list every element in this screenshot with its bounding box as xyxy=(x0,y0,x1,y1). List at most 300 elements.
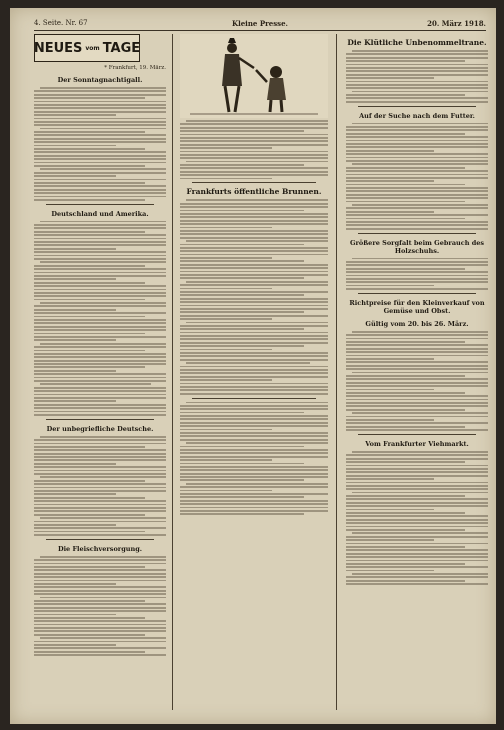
text-line xyxy=(346,478,434,480)
text-line xyxy=(34,641,166,643)
text-line xyxy=(180,439,328,441)
text-line xyxy=(346,64,488,66)
cartoon-caption xyxy=(180,120,328,179)
text-line xyxy=(180,500,328,502)
price-list xyxy=(346,331,488,431)
text-line xyxy=(34,453,166,455)
text-line xyxy=(346,539,434,541)
text-line xyxy=(34,624,166,626)
text-line xyxy=(180,418,328,420)
text-line xyxy=(180,449,328,451)
text-line xyxy=(34,497,145,499)
text-line xyxy=(34,292,166,294)
text-line xyxy=(34,155,166,157)
text-line xyxy=(180,257,272,259)
text-line xyxy=(34,234,166,236)
text-line xyxy=(34,255,166,257)
text-line xyxy=(186,362,310,364)
text-line xyxy=(34,397,166,399)
text-line xyxy=(346,392,465,394)
text-line xyxy=(346,184,465,186)
text-line xyxy=(346,519,488,521)
text-line xyxy=(346,402,488,404)
text-line xyxy=(34,285,166,287)
text-line xyxy=(180,298,328,300)
text-line xyxy=(346,454,488,456)
text-line xyxy=(34,227,166,229)
text-line xyxy=(346,81,488,83)
text-line xyxy=(34,586,166,588)
text-line xyxy=(34,559,166,561)
text-line xyxy=(180,154,328,156)
text-line xyxy=(34,483,166,485)
column-2 xyxy=(180,34,328,710)
text-line xyxy=(346,288,488,290)
text-line xyxy=(40,476,166,478)
article-headline: Richtpreise für den Kleinverkauf von Gemüse und Obst. xyxy=(349,298,485,315)
text-line xyxy=(34,138,166,140)
text-line xyxy=(180,174,328,176)
text-line xyxy=(346,218,465,220)
text-line xyxy=(40,637,166,639)
text-line xyxy=(346,485,488,487)
article-body xyxy=(346,258,488,290)
text-line xyxy=(34,630,166,632)
text-line xyxy=(346,488,488,490)
text-line xyxy=(34,600,145,602)
text-line xyxy=(180,315,328,317)
text-line xyxy=(34,322,166,324)
text-line xyxy=(34,360,166,362)
text-line xyxy=(346,495,465,497)
text-line xyxy=(180,429,272,431)
text-line xyxy=(346,150,434,152)
text-line xyxy=(34,121,166,123)
article-body xyxy=(34,436,166,536)
text-line xyxy=(346,378,488,380)
text-line xyxy=(34,107,166,109)
text-line xyxy=(346,546,465,548)
text-line xyxy=(34,590,166,592)
issue-date: 20. März 1918. xyxy=(427,19,486,28)
text-line xyxy=(180,308,328,310)
text-line xyxy=(34,617,145,619)
text-line xyxy=(352,451,488,453)
text-line xyxy=(34,244,166,246)
text-line xyxy=(180,405,328,407)
text-line xyxy=(34,189,166,191)
text-line xyxy=(346,515,488,517)
text-line xyxy=(180,151,328,153)
text-line xyxy=(34,148,145,150)
text-line xyxy=(34,295,166,297)
text-line xyxy=(34,493,116,495)
text-line xyxy=(180,271,328,273)
text-line xyxy=(180,250,328,252)
text-line xyxy=(352,258,488,260)
page-header xyxy=(34,18,486,31)
text-line xyxy=(34,593,166,595)
text-line xyxy=(34,151,166,153)
text-line xyxy=(346,409,465,411)
text-line xyxy=(346,361,488,363)
text-line xyxy=(34,319,166,321)
text-line xyxy=(34,231,145,233)
text-line xyxy=(346,136,488,138)
text-line xyxy=(346,422,488,424)
text-line xyxy=(346,87,488,89)
text-line xyxy=(34,172,166,174)
text-line xyxy=(34,527,166,529)
text-line xyxy=(346,190,488,192)
text-line xyxy=(34,627,166,629)
text-line xyxy=(180,216,328,218)
text-line xyxy=(34,101,166,103)
text-line xyxy=(34,275,166,277)
text-line xyxy=(352,91,488,93)
text-line xyxy=(346,560,488,562)
text-line xyxy=(34,289,166,291)
text-line xyxy=(34,480,145,482)
text-line xyxy=(34,614,116,616)
text-line xyxy=(180,473,328,475)
text-line xyxy=(346,395,488,397)
text-line xyxy=(34,268,166,270)
text-line xyxy=(346,341,465,343)
text-line xyxy=(34,380,166,382)
text-line xyxy=(34,404,166,406)
text-line xyxy=(186,199,328,201)
text-line xyxy=(346,358,434,360)
text-line xyxy=(40,128,166,130)
text-line xyxy=(352,204,488,206)
text-line xyxy=(346,465,488,467)
text-line xyxy=(34,309,116,311)
text-line xyxy=(352,412,488,414)
text-line xyxy=(180,408,328,410)
text-line xyxy=(34,339,116,341)
text-line xyxy=(346,67,488,69)
text-line xyxy=(352,573,488,575)
text-line xyxy=(180,425,328,427)
text-line xyxy=(34,449,166,451)
text-line xyxy=(180,486,328,488)
text-line xyxy=(40,87,166,89)
text-line xyxy=(34,336,166,338)
text-line xyxy=(186,120,328,122)
text-line xyxy=(34,507,166,509)
text-line xyxy=(34,387,166,389)
text-line xyxy=(346,97,488,99)
text-line xyxy=(346,355,488,357)
text-line xyxy=(346,368,488,370)
text-line xyxy=(346,74,488,76)
text-line xyxy=(180,325,328,327)
article-headline: Größere Sorgfalt beim Gebrauch des Holzschuhs. xyxy=(349,238,485,255)
text-line xyxy=(346,461,465,463)
divider xyxy=(46,204,154,205)
text-line xyxy=(40,221,166,223)
text-line xyxy=(180,415,328,417)
divider xyxy=(192,398,316,399)
text-line xyxy=(346,129,488,131)
text-line xyxy=(346,53,488,55)
text-line xyxy=(180,171,328,173)
text-line xyxy=(346,375,465,377)
text-line xyxy=(40,556,166,558)
text-line xyxy=(180,369,328,371)
divider xyxy=(358,293,476,294)
text-line xyxy=(180,328,304,330)
text-line xyxy=(34,487,166,489)
article-body xyxy=(346,123,488,230)
text-line xyxy=(346,101,488,103)
article-headline: Deutschland und Amerika. xyxy=(51,209,149,218)
article-headline: Frankfurts öffentliche Brunnen. xyxy=(186,187,322,197)
text-line xyxy=(346,70,488,72)
article-headline: Die Fleischversorgung. xyxy=(57,544,143,553)
text-line xyxy=(180,493,328,495)
article-body xyxy=(346,50,488,103)
text-line xyxy=(180,127,328,129)
text-line xyxy=(34,175,116,177)
text-line xyxy=(34,94,166,96)
text-line xyxy=(186,161,328,163)
text-line xyxy=(34,390,166,392)
divider xyxy=(358,434,476,435)
text-line xyxy=(346,84,488,86)
text-line xyxy=(34,500,166,502)
text-line xyxy=(346,224,488,226)
text-line xyxy=(34,466,166,468)
text-line xyxy=(40,383,151,385)
text-line xyxy=(34,463,116,465)
section-masthead: NEUES vom TAGE xyxy=(34,34,140,62)
text-line xyxy=(34,407,166,409)
text-line xyxy=(346,187,488,189)
text-line xyxy=(180,479,304,481)
text-line xyxy=(346,365,488,367)
text-line xyxy=(180,291,328,293)
text-line xyxy=(180,147,272,149)
text-line xyxy=(34,179,166,181)
text-line xyxy=(34,182,145,184)
text-line xyxy=(40,597,166,599)
text-line xyxy=(34,312,166,314)
text-line xyxy=(180,237,328,239)
text-line xyxy=(34,370,116,372)
text-line xyxy=(180,254,328,256)
text-line xyxy=(34,192,166,194)
text-line xyxy=(346,268,465,270)
text-line xyxy=(34,241,166,243)
text-line xyxy=(34,97,145,99)
text-line xyxy=(34,124,166,126)
text-line xyxy=(34,514,145,516)
text-line xyxy=(34,316,145,318)
text-line xyxy=(180,435,328,437)
text-line xyxy=(346,207,488,209)
text-line xyxy=(346,228,488,230)
text-line xyxy=(180,178,272,180)
text-line xyxy=(346,143,488,145)
text-line xyxy=(346,416,488,418)
text-line xyxy=(346,174,488,176)
text-line xyxy=(346,57,488,59)
text-line xyxy=(346,475,488,477)
text-line xyxy=(34,459,166,461)
text-line xyxy=(346,399,488,401)
text-line xyxy=(34,248,116,250)
text-line xyxy=(180,503,328,505)
text-line xyxy=(186,240,328,242)
text-line xyxy=(180,167,328,169)
text-line xyxy=(180,244,304,246)
text-line xyxy=(346,419,434,421)
text-line xyxy=(180,123,328,125)
text-line xyxy=(346,482,488,484)
text-line xyxy=(346,201,465,203)
text-line xyxy=(180,311,304,313)
text-line xyxy=(180,230,328,232)
article-body xyxy=(180,402,328,516)
text-line xyxy=(34,644,116,646)
text-line xyxy=(180,422,328,424)
text-line xyxy=(346,177,488,179)
text-line xyxy=(346,429,488,431)
text-line xyxy=(180,372,328,374)
text-line xyxy=(180,233,328,235)
text-line xyxy=(34,446,145,448)
text-line xyxy=(34,185,166,187)
text-line xyxy=(180,164,304,166)
text-line xyxy=(180,476,328,478)
article-headline: Der unbegriefliche Deutsche. xyxy=(46,424,154,433)
text-line xyxy=(40,343,166,345)
text-line xyxy=(180,140,328,142)
text-line xyxy=(180,432,328,434)
text-line xyxy=(346,157,488,159)
text-line xyxy=(34,353,166,355)
newspaper-page xyxy=(10,8,496,724)
text-line xyxy=(40,168,166,170)
text-line xyxy=(34,299,145,301)
text-line xyxy=(180,137,328,139)
text-line xyxy=(34,524,116,526)
text-line xyxy=(34,282,145,284)
text-line xyxy=(180,412,304,414)
text-line xyxy=(34,620,166,622)
text-line xyxy=(346,389,434,391)
article-body xyxy=(34,556,166,656)
text-line xyxy=(34,583,116,585)
text-line xyxy=(34,534,166,536)
text-line xyxy=(180,386,328,388)
article-body xyxy=(34,87,166,201)
text-line xyxy=(180,277,304,279)
text-line xyxy=(346,264,488,266)
text-line xyxy=(180,352,328,354)
divider xyxy=(358,106,476,107)
text-line xyxy=(34,576,166,578)
text-line xyxy=(180,213,328,215)
text-line xyxy=(34,439,166,441)
text-line xyxy=(34,356,166,358)
text-line xyxy=(346,502,488,504)
text-line xyxy=(34,366,145,368)
text-line xyxy=(352,331,488,333)
text-line xyxy=(186,322,328,324)
text-line xyxy=(34,400,116,402)
text-line xyxy=(34,238,166,240)
text-line xyxy=(346,153,488,155)
article-subline: Gültig vom 20. bis 26. März. xyxy=(365,319,469,328)
text-line xyxy=(40,302,166,304)
text-line xyxy=(180,305,328,307)
article-body xyxy=(34,221,166,416)
text-line xyxy=(346,405,488,407)
text-line xyxy=(34,346,166,348)
text-line xyxy=(34,634,145,636)
text-line xyxy=(34,394,166,396)
text-line xyxy=(180,389,328,391)
text-line xyxy=(180,227,272,229)
text-line xyxy=(34,104,166,106)
text-line xyxy=(34,473,166,475)
text-line xyxy=(346,197,488,199)
text-line xyxy=(346,180,434,182)
divider xyxy=(358,233,476,234)
text-line xyxy=(34,350,145,352)
newspaper-title: Kleine Presse. xyxy=(231,19,288,28)
text-line xyxy=(186,483,328,485)
text-line xyxy=(34,456,166,458)
cartoon-figures xyxy=(180,34,328,118)
text-line xyxy=(352,372,488,374)
text-line xyxy=(346,529,465,531)
article-body xyxy=(180,199,328,394)
text-line xyxy=(346,556,488,558)
text-line xyxy=(352,50,488,52)
text-line xyxy=(34,305,166,307)
text-line xyxy=(180,355,328,357)
text-line xyxy=(346,348,488,350)
text-line xyxy=(346,146,488,148)
text-line xyxy=(180,267,328,269)
text-line xyxy=(34,196,166,198)
text-line xyxy=(180,510,328,512)
text-line xyxy=(346,221,488,223)
text-line xyxy=(352,163,488,165)
text-line xyxy=(34,510,166,512)
text-line xyxy=(180,456,328,458)
text-line xyxy=(180,130,304,132)
text-line xyxy=(346,570,434,572)
text-line xyxy=(346,94,465,96)
text-line xyxy=(34,145,116,147)
text-line xyxy=(34,373,166,375)
text-line xyxy=(180,452,328,454)
text-line xyxy=(34,414,166,416)
text-line xyxy=(34,258,166,260)
text-line xyxy=(40,517,166,519)
text-line xyxy=(34,411,166,413)
text-line xyxy=(34,531,145,533)
text-line xyxy=(346,281,488,283)
column-rule xyxy=(172,34,173,710)
text-line xyxy=(180,220,328,222)
text-line xyxy=(34,569,166,571)
